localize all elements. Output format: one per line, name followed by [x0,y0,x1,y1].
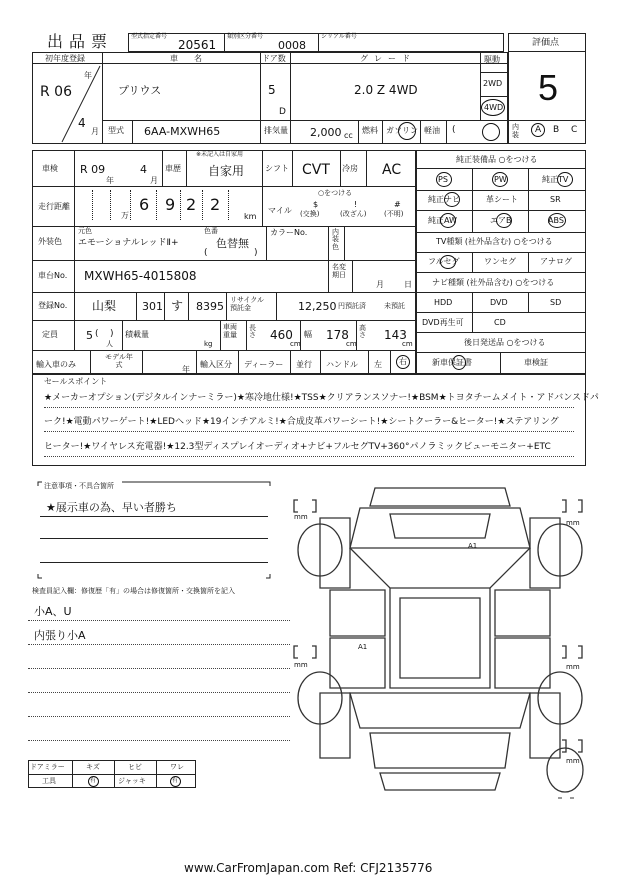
reg-class: 301 [142,300,163,313]
exchange: (交換) [300,210,320,218]
recycle-not: 未預託 [384,302,405,310]
nav-dvd-play: DVD再生可 [422,318,464,327]
use: 自家用 [208,164,245,178]
page-title: 出品票 [47,32,114,51]
notes-label: 注意事項・不具合箇所 [44,482,114,490]
km-unit: km [244,212,257,221]
mileage-man-unit: 万 [121,211,129,220]
reg-label: 登録No. [38,301,68,310]
score-value: 5 [538,67,559,108]
height-label: 高さ [359,324,366,339]
width-label: 幅 [304,330,312,339]
equip-tv-circle [557,172,573,187]
color-change: 色替無 [216,237,249,250]
model-year-label: モデル年式 [105,353,133,370]
use-note: ※未記入は自家用 [196,151,244,158]
height-cm: cm [402,340,413,348]
legend-door-mirror: ドアミラー [30,763,65,771]
drive-4wd: 4WD [484,103,504,112]
recycle-label: リサイクル預託金 [230,296,265,313]
serial-label: シリアル番号 [321,33,357,40]
unknown-symbol: # [394,200,401,209]
mileage-label: 走行距離 [38,202,70,211]
first-reg-label: 初年度登録 [45,54,85,63]
mileage-digit-1: 6 [139,195,150,214]
equip-airbag: エアB [490,216,512,225]
drive-label: 駆動 [484,55,500,64]
fuel-paren: ( [452,125,456,135]
color-paren-close: ) [254,248,258,258]
tv-oneseg: ワンセグ [484,257,516,266]
mm-rear-left: mm [294,661,308,669]
model-label: 型式 [108,126,124,135]
mile-label: マイル [268,206,292,215]
tampered: (改ざん) [340,210,367,218]
fuel-diesel: 軽油 [424,126,440,135]
load-kg: kg [204,340,213,348]
displacement: 2,000 [310,126,342,139]
door-d: D [279,107,286,117]
equip-aw: 純正AW [428,216,457,225]
handle-right: 右 [399,357,407,366]
class-no: 0008 [278,39,306,52]
sales-line-1: ★メーカーオプション(デジタルインナーミラー)★寒冷地仕様!★TSS★クリアランスソナー!★BSM★トヨタチームメイト・アドバンスドパ [44,393,599,403]
capacity-paren: ( [95,329,99,339]
month-unit: 月 [91,127,99,136]
inspection-year-unit: 年 [106,176,114,185]
docs-warranty-circle [452,355,466,370]
car-name: プリウス [118,84,162,97]
width-cm: cm [346,340,357,348]
notes-frame [30,478,290,588]
exterior-color: エモーショナルレッドⅡ+ [78,238,179,248]
parallel: 並行 [296,360,312,369]
capacity-unit: 人 [106,340,113,348]
equip-sr: SR [550,195,561,204]
tampered-symbol: ! [354,200,358,209]
docs-warranty: 新車保証書 [432,358,472,367]
model: 6AA-MXWH65 [144,125,221,138]
notes-line-2: 小A、U [34,605,72,618]
first-reg-era: R 06 [40,84,72,100]
score-label: 評価点 [532,38,560,48]
damage-mark-2: A1 [358,643,368,651]
equip-airbag-circle [496,213,512,228]
tv-title: TV種類 (社外品含む) ○をつける [436,237,553,246]
load-label: 積載量 [125,330,149,339]
handle-label: ハンドル [326,360,358,369]
inspection-month: 4 [140,163,147,176]
mm-spare: mm [566,757,580,765]
reg-number: 8395 [196,300,224,313]
nav-title: ナビ種類 (社外品含む) ○をつける [432,278,555,287]
inspection-month-unit: 月 [150,176,158,185]
mm-rear-right: mm [566,663,580,671]
legend-jack: ジャッキ [118,777,146,785]
reg-kana: す [171,299,184,313]
type-no: 20561 [178,38,217,52]
equip-ps: PS [438,175,448,184]
doors: 5 [268,83,276,97]
type-no-label: 型式指定番号 [131,33,168,40]
length-label: 長さ [249,324,256,339]
capacity-label: 定員 [42,330,58,339]
fuel-gasoline: ガソリン [386,126,418,135]
equip-aw-circle [440,213,456,228]
frame-number: MXWH65-4015808 [84,269,197,283]
door-label: ドア数 [262,54,286,63]
equip-navi-circle [444,192,460,207]
length: 460 [270,328,293,342]
grade: 2.0 Z 4WD [354,83,418,97]
inspector-label: 検査員記入欄：修復歴「有」の場合は修復箇所・交換箇所を記入 [32,587,235,595]
damage-mark-1: A1 [468,542,478,550]
height: 143 [384,328,407,342]
capacity: 5 [86,329,93,342]
name-change-month-unit: 月 [376,280,384,289]
year-unit: 年 [84,71,92,80]
reg-pref: 山梨 [92,299,117,313]
interior-c: C [571,125,578,135]
import-label: 輸入車のみ [36,360,76,369]
color-paren-open: ( [204,248,208,258]
fuel-label: 燃料 [362,126,378,135]
handle-left: 左 [374,360,382,369]
color-no-label: カラーNo. [270,228,308,237]
jack-yes: 有 [172,777,179,784]
tv-fullseg: フルセグ [428,257,460,266]
color-code-label: 色番 [204,227,218,235]
recycle-unit: 円預託済 [338,302,366,310]
interior-b: B [553,125,560,135]
tools-yes: 有 [90,777,97,784]
footer-ref: www.CarFromJapan.com Ref: CFJ2135776 [184,861,433,875]
legend-scratch: キズ [86,763,100,771]
equip-navi: 純正ナビ [428,195,460,204]
first-reg-diagonal [42,64,102,144]
equipment-title: 純正装備品 ○をつける [456,155,538,164]
fuel-circle [398,122,416,140]
frame-label: 車台No. [38,271,68,280]
grade-label: グレード [360,54,416,63]
ac: AC [382,162,402,178]
spare-tire-icon [540,740,590,800]
width: 178 [326,328,349,342]
mark-note: ○をつける [318,189,353,197]
import-class-label: 輸入区分 [200,360,232,369]
nav-dvd: DVD [490,298,508,307]
equip-tv: 純正TV [542,175,569,184]
interior-label: 内装 [512,123,519,139]
dealer: ディーラー [244,360,284,369]
color-label: 外装色 [38,237,62,246]
color-orig-label: 元色 [78,227,92,235]
tv-analog: アナログ [540,257,572,266]
docs-cert: 車検証 [524,358,548,367]
fuel-other-circle [482,123,500,141]
equip-abs-circle [548,213,566,228]
nav-hdd: HDD [434,298,453,307]
equip-pw-circle [492,172,508,187]
notes-line-1: ★展示車の為、早い者勝ち [46,501,177,514]
cc-unit: cc [344,131,353,140]
drive-2wd: 2WD [483,79,503,88]
model-year-unit: 年 [182,365,190,374]
interior-a: A [535,125,542,135]
displacement-label: 排気量 [264,126,288,135]
car-name-label: 車名 [170,54,218,63]
legend-crack: ヒビ [128,763,142,771]
mm-front-right: mm [566,519,580,527]
nav-cd: CD [494,318,506,327]
equip-ps-circle [436,172,452,187]
exchange-symbol: $ [313,200,319,209]
interior-color-label: 内装色 [332,228,339,251]
notes-line-3: 内張り小A [34,629,86,642]
capacity-paren-close: ) [110,329,114,339]
first-reg-month: 4 [78,116,86,130]
docs-title: 後日発送品 ○をつける [464,338,546,347]
inspection-label: 車検 [42,164,58,173]
length-cm: cm [290,340,301,348]
shift: CVT [302,162,330,178]
inspection: R 09 [80,163,106,176]
name-change-day-unit: 日 [404,280,412,289]
equip-pw: PW [494,175,507,184]
equip-leather: 革シート [486,195,518,204]
use-label: 車歴 [165,164,181,173]
tv-fullseg-circle [440,255,456,269]
legend-tools: 工具 [42,777,56,785]
weight-label: 車両重量 [223,323,237,339]
recycle-amount: 12,250 [298,300,337,313]
nav-sd: SD [550,298,562,307]
equip-abs: ABS [548,216,564,225]
mm-front-left: mm [294,513,308,521]
mileage-digit-2: 9 [165,195,176,214]
mileage-digit-4: 2 [210,195,221,214]
sales-line-3: ヒーター!★ワイヤレス充電器!★12.3型ディスプレイオーディオ+ナビ+フルセグTV+360°パノラミックビューモニター+ETC [44,442,551,452]
mileage-digit-3: 2 [186,195,197,214]
class-no-label: 類別区分番号 [227,33,264,40]
sales-line-2: ーク!★電動パワーゲート!★LEDヘッド★19インチアルミ!★合成皮革パワーシート!★シートクーラー&ヒーター!★ステアリング [44,417,559,427]
ac-label: 冷房 [342,164,358,173]
name-change-label: 名変期日 [332,263,346,279]
legend-break: ワレ [170,763,184,771]
unknown: (不明) [384,210,404,218]
sales-label: セールスポイント [44,377,108,386]
shift-label: シフト [265,164,289,173]
